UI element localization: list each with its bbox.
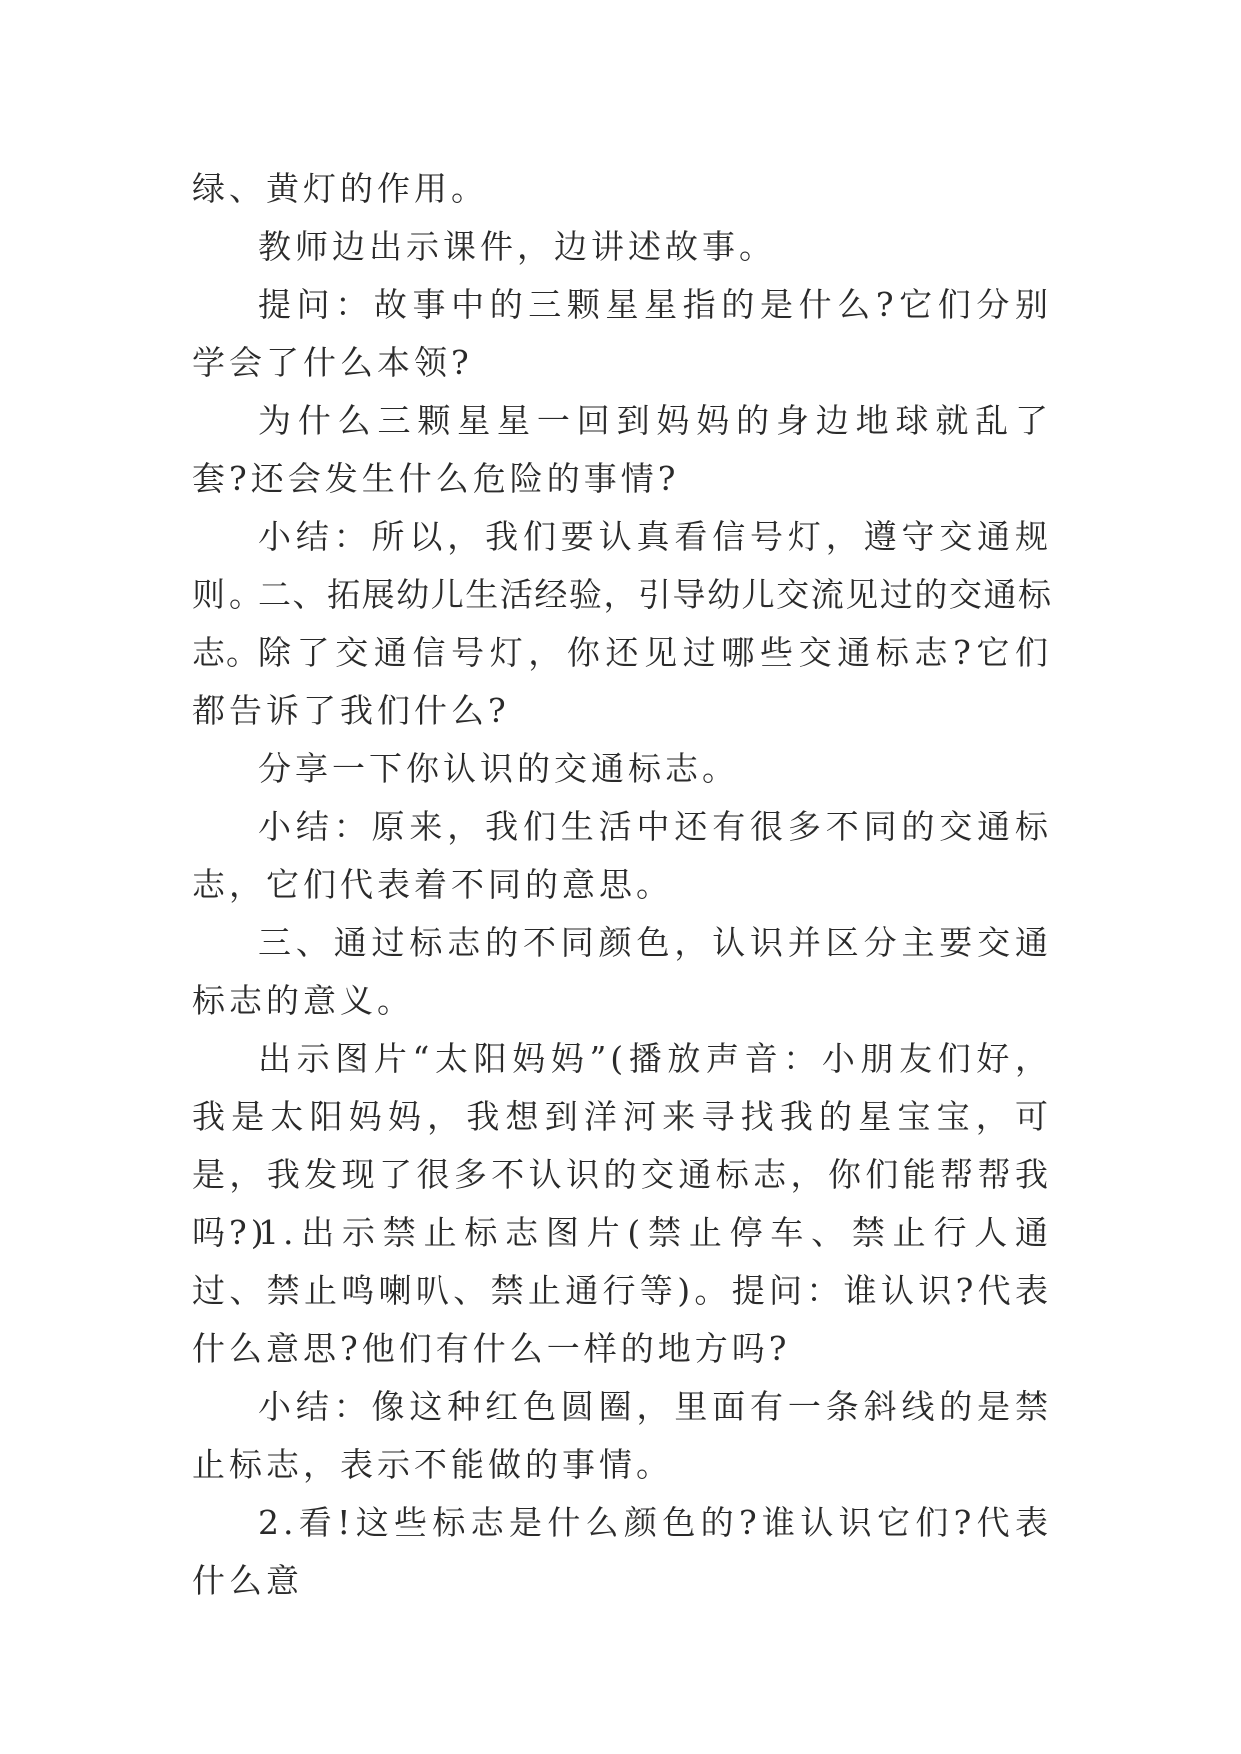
paragraph: 分享一下你认识的交通标志。: [258, 749, 739, 788]
paragraph: 为什么三颗星星一回到妈妈的身边地球就乱了套?还会发生什么危险的事情?: [192, 401, 1052, 498]
paragraph: 小结：像这种红色圆圈，里面有一条斜线的是禁止标志，表示不能做的事情。: [192, 1387, 1052, 1484]
paragraph: 1.出示禁止标志图片(禁止停车、禁止行人通过、禁止鸣喇叭、禁止通行等)。提问：谁认识?代表什么意思?他们有什么一样的地方吗?: [192, 1213, 1052, 1368]
paragraph: 绿、黄灯的作用。: [192, 169, 488, 208]
paragraph: 出示图片“太阳妈妈”(播放声音：小朋友们好，我是太阳妈妈，我想到洋河来寻找我的星宝宝，可是，我发现了很多不认识的交通标志，你们能帮帮我吗?): [192, 1039, 1052, 1252]
paragraph: 三、通过标志的不同颜色，认识并区分主要交通标志的意义。: [192, 923, 1052, 1020]
paragraph: 小结：原来，我们生活中还有很多不同的交通标志，它们代表着不同的意思。: [192, 807, 1052, 904]
paragraph: 教师边出示课件，边讲述故事。: [258, 227, 776, 266]
paragraph: 提问：故事中的三颗星星指的是什么?它们分别学会了什么本领?: [192, 285, 1052, 382]
paragraph: 除了交通信号灯，你还见过哪些交通标志?它们都告诉了我们什么?: [192, 633, 1052, 730]
paragraph: 小结：所以，我们要认真看信号灯，遵守交通规则。: [192, 517, 1052, 614]
document-body: [192, 160, 1052, 1600]
paragraph: 2.看!这些标志是什么颜色的?谁认识它们?代表什么意: [192, 1503, 1052, 1600]
paragraph: 二、拓展幼儿生活经验，引导幼儿交流见过的交通标志。: [192, 575, 1052, 672]
